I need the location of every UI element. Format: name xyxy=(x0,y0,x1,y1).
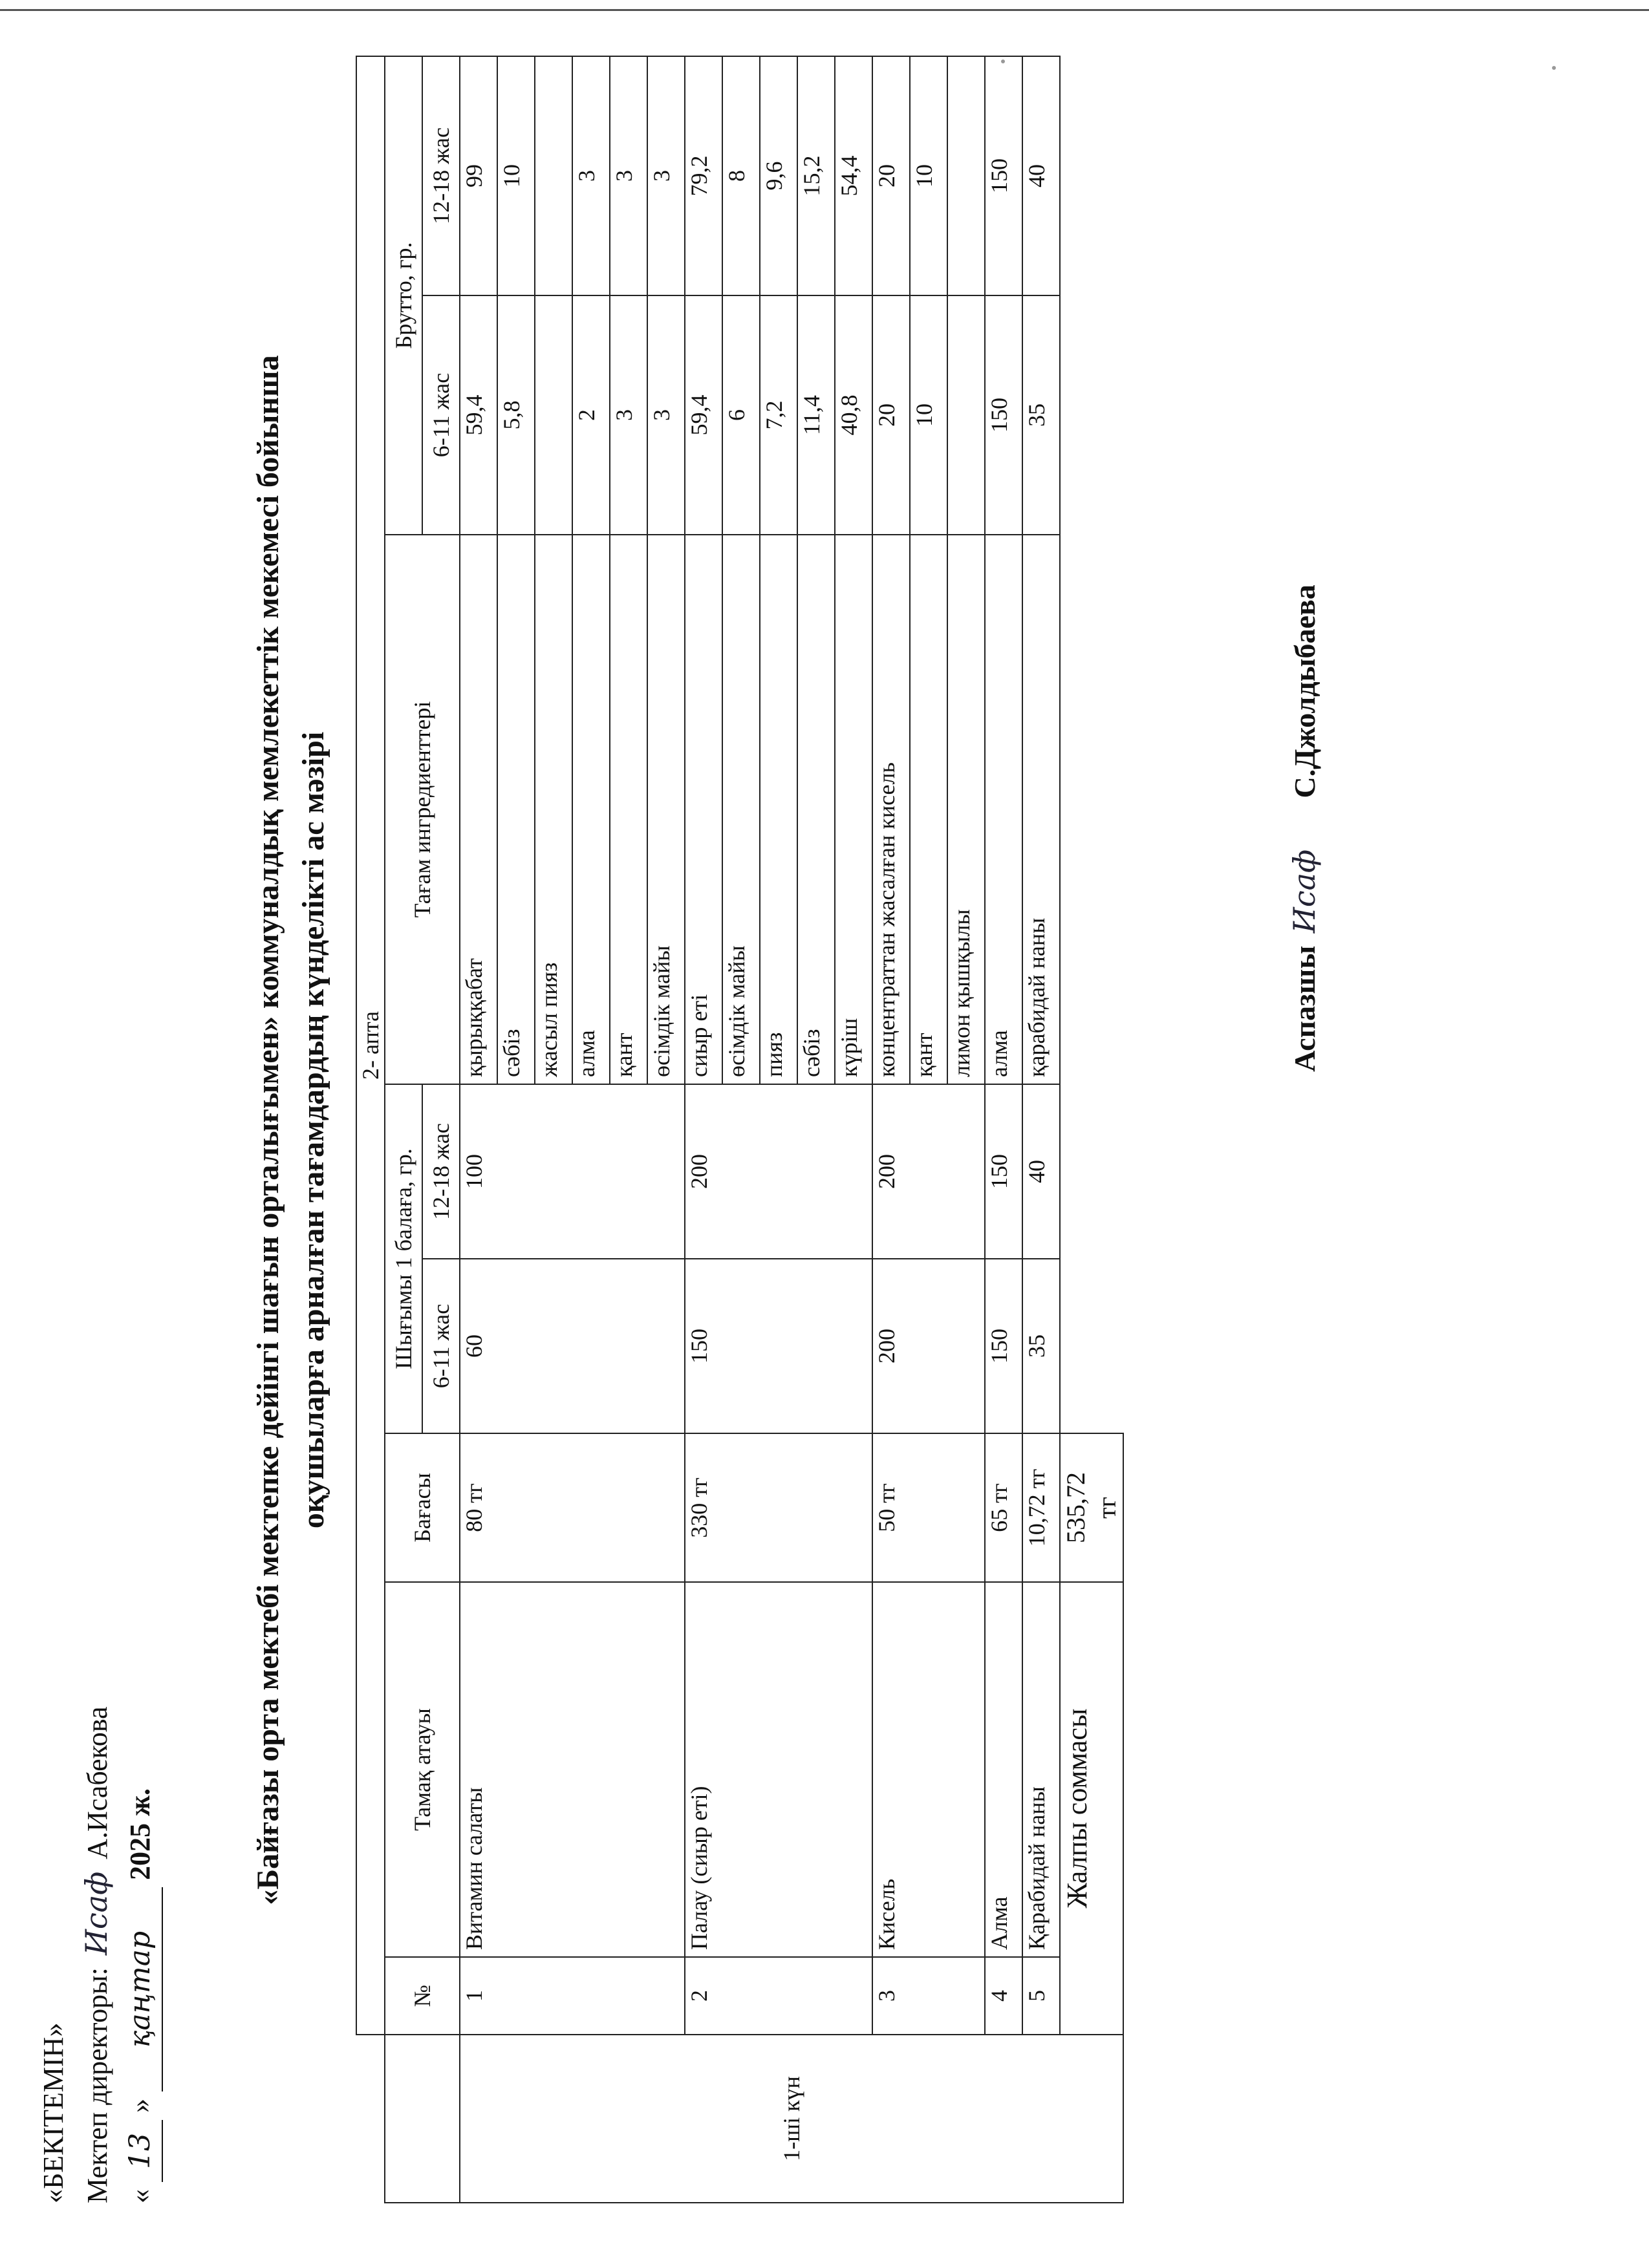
brutto-age2: 3 xyxy=(610,56,647,295)
brutto-age2: 3 xyxy=(647,56,685,295)
menu-sheet xyxy=(32,57,1481,2203)
header-yield: Шығымы 1 балаға, гр. xyxy=(385,1084,422,1433)
ingredient-row xyxy=(872,56,910,2203)
ingredient-name: өсімдік майы xyxy=(722,535,760,1084)
brutto-age1 xyxy=(535,295,572,535)
ingredient-row xyxy=(685,56,722,2203)
cook-signature: Исаф xyxy=(1287,849,1322,934)
brutto-age2: 150 xyxy=(985,56,1022,295)
date-year: 2025 ж. xyxy=(124,1788,156,1880)
dish-name: Палау (сиыр еті) xyxy=(685,1582,872,1957)
dish-price: 50 тг xyxy=(872,1433,985,1582)
ingredient-name: күріш xyxy=(835,535,872,1084)
brutto-age2: 99 xyxy=(460,56,497,295)
signature-footer xyxy=(1287,584,1322,1072)
approval-stamp xyxy=(32,1706,163,2203)
dish-name: Алма xyxy=(985,1582,1022,1957)
brutto-age2: 79,2 xyxy=(685,56,722,295)
brutto-age1: 10 xyxy=(910,295,947,535)
ingredient-name: концентраттан жасалған кисель xyxy=(872,535,910,1084)
date-day: 13 xyxy=(119,2120,163,2182)
dish-name: Кисель xyxy=(872,1582,985,1957)
dish-number: 2 xyxy=(685,1957,872,2035)
director-label: Мектеп директоры: xyxy=(81,1967,113,2203)
brutto-age2: 54,4 xyxy=(835,56,872,295)
ingredient-row xyxy=(1022,56,1060,2203)
dish-number: 1 xyxy=(460,1957,685,2035)
dish-yield-age1: 60 xyxy=(460,1259,685,1433)
dish-price: 65 тг xyxy=(985,1433,1022,1582)
dish-yield-age2: 200 xyxy=(872,1084,985,1259)
brutto-age1: 40,8 xyxy=(835,295,872,535)
cook-label: Аспазшы xyxy=(1288,945,1321,1072)
approval-date xyxy=(119,1706,163,2203)
brutto-age2: 15,2 xyxy=(797,56,835,295)
director-signature: Исаф xyxy=(79,1871,114,1956)
ingredient-name: өсімдік майы xyxy=(647,535,685,1084)
date-quote-open: « xyxy=(124,2189,156,2203)
header-price: Бағасы xyxy=(385,1433,460,1582)
week-spacer xyxy=(356,2035,385,2203)
brutto-age1: 7,2 xyxy=(760,295,797,535)
brutto-age1: 3 xyxy=(610,295,647,535)
brutto-age2: 10 xyxy=(497,56,535,295)
brutto-age1: 20 xyxy=(872,295,910,535)
brutto-age1: 35 xyxy=(1022,295,1060,535)
header-brutto: Брутто, гр. xyxy=(385,56,422,535)
dish-number: 4 xyxy=(985,1957,1022,2035)
menu-table xyxy=(356,56,1124,2203)
ingredient-name: қарабидай наны xyxy=(1022,535,1060,1084)
ingredient-name: пияз xyxy=(760,535,797,1084)
week-row xyxy=(356,56,385,2203)
approval-director xyxy=(75,1706,119,2203)
header-yield-age2: 12-18 жас xyxy=(422,1084,460,1259)
scan-speck xyxy=(1552,66,1556,70)
ingredient-row xyxy=(985,56,1022,2203)
brutto-age1: 3 xyxy=(647,295,685,535)
dish-yield-age2: 200 xyxy=(685,1084,872,1259)
ingredient-name: сәбіз xyxy=(497,535,535,1084)
brutto-age1: 5,8 xyxy=(497,295,535,535)
date-quote-close: » xyxy=(124,2099,156,2113)
day-label: 1-ші күн xyxy=(460,2035,1123,2203)
ingredient-name: қырыққабат xyxy=(460,535,497,1084)
total-currency: тг xyxy=(1092,1497,1121,1519)
brutto-age2: 8 xyxy=(722,56,760,295)
header-ingredients: Тағам ингредиенттері xyxy=(385,535,460,1084)
brutto-age1: 11,4 xyxy=(797,295,835,535)
approval-org: «БЕКІТЕМІН» xyxy=(38,2022,69,2203)
total-blank xyxy=(1060,56,1123,1433)
ingredient-name: жасыл пияз xyxy=(535,535,572,1084)
total-row xyxy=(1060,56,1123,2203)
brutto-age1: 150 xyxy=(985,295,1022,535)
dish-yield-age1: 150 xyxy=(685,1259,872,1433)
ingredient-name: лимон қышқылы xyxy=(947,535,985,1084)
brutto-age2: 40 xyxy=(1022,56,1060,295)
dish-number: 3 xyxy=(872,1957,985,2035)
dish-price: 330 тг xyxy=(685,1433,872,1582)
header-row-1 xyxy=(385,56,422,2203)
ingredient-name: алма xyxy=(985,535,1022,1084)
scan-edge-line xyxy=(0,9,1649,11)
ingredient-name: қант xyxy=(910,535,947,1084)
ingredient-name: алма xyxy=(572,535,610,1084)
dish-yield-age1: 150 xyxy=(985,1259,1022,1433)
brutto-age2: 20 xyxy=(872,56,910,295)
header-day xyxy=(385,2035,460,2203)
brutto-age2 xyxy=(947,56,985,295)
ingredient-name: сәбіз xyxy=(797,535,835,1084)
menu-table-body xyxy=(356,56,1123,2203)
dish-name: Қарабидай наны xyxy=(1022,1582,1060,1957)
director-name: А.Исабекова xyxy=(81,1706,113,1859)
ingredient-row xyxy=(460,56,497,2203)
dish-yield-age2: 150 xyxy=(985,1084,1022,1259)
dish-price: 80 тг xyxy=(460,1433,685,1582)
total-label: Жалпы соммасы xyxy=(1060,1582,1123,2035)
dish-name: Витамин салаты xyxy=(460,1582,685,1957)
brutto-age1: 6 xyxy=(722,295,760,535)
brutto-age1: 59,4 xyxy=(685,295,722,535)
header-brutto-age2: 12-18 жас xyxy=(422,56,460,295)
brutto-age1: 2 xyxy=(572,295,610,535)
header-brutto-age1: 6-11 жас xyxy=(422,295,460,535)
header-dish: Тамақ атауы xyxy=(385,1582,460,1957)
brutto-age1 xyxy=(947,295,985,535)
brutto-age2 xyxy=(535,56,572,295)
dish-yield-age1: 35 xyxy=(1022,1259,1060,1433)
header-yield-age1: 6-11 жас xyxy=(422,1259,460,1433)
document-title xyxy=(246,57,336,2203)
ingredient-name: сиыр еті xyxy=(685,535,722,1084)
dish-number: 5 xyxy=(1022,1957,1060,2035)
ingredient-name: қант xyxy=(610,535,647,1084)
cook-name: С.Джолдыбаева xyxy=(1288,584,1321,798)
title-line-1: «Байғазы орта мектебі мектепке дейінгі шағын орталығымен» коммуналдық мемлекеттік мекемесі бойынша xyxy=(251,355,285,1905)
total-amount: 535,72 xyxy=(1061,1472,1090,1543)
brutto-age2: 9,6 xyxy=(760,56,797,295)
dish-yield-age1: 200 xyxy=(872,1259,985,1433)
dish-yield-age2: 100 xyxy=(460,1084,685,1259)
dish-price: 10,72 тг xyxy=(1022,1433,1060,1582)
total-value xyxy=(1060,1433,1123,1582)
dish-yield-age2: 40 xyxy=(1022,1084,1060,1259)
title-line-2: оқушыларға арналған тағамдардың күнделікті ас мәзірі xyxy=(296,731,330,1529)
date-month: қаңтар xyxy=(119,1887,163,2091)
week-label: 2- апта xyxy=(356,56,385,2035)
brutto-age2: 3 xyxy=(572,56,610,295)
brutto-age2: 10 xyxy=(910,56,947,295)
brutto-age1: 59,4 xyxy=(460,295,497,535)
header-num: № xyxy=(385,1957,460,2035)
